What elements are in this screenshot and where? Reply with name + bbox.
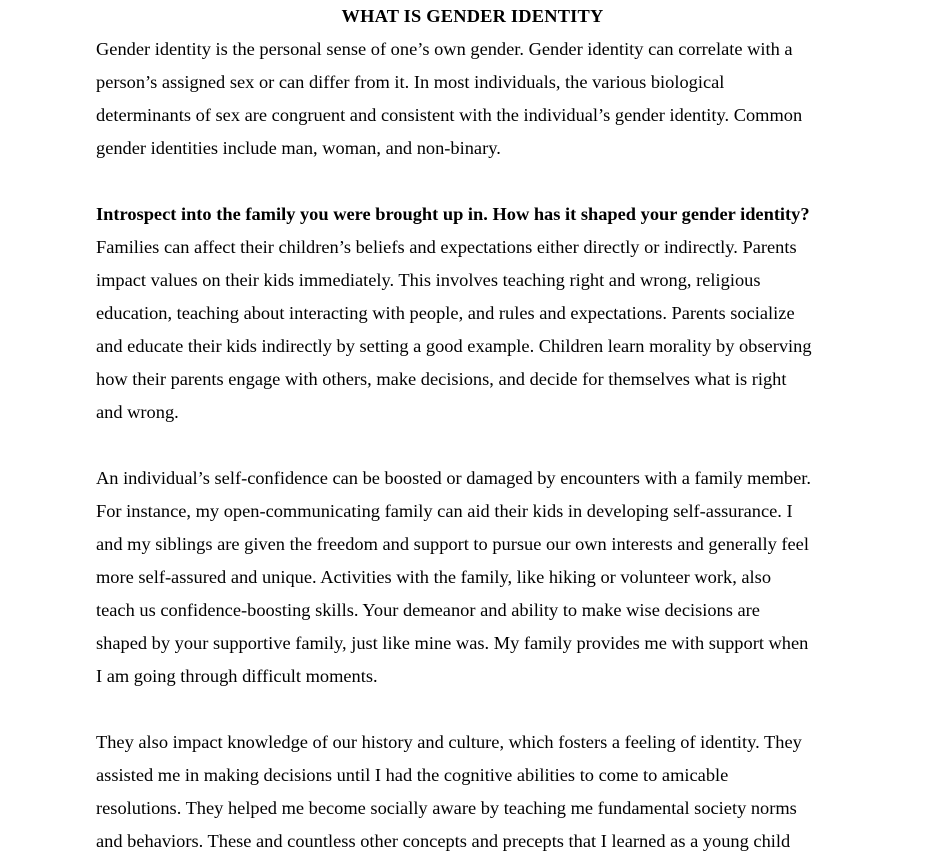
paragraph-line: assisted me in making decisions until I had the cognitive abilities to come to amicable <box>96 765 729 785</box>
paragraph-line: I am going through difficult moments. <box>96 666 378 686</box>
paragraph-line: An individual’s self-confidence can be boosted or damaged by encounters with a family member. <box>96 468 811 488</box>
paragraph-line: They also impact knowledge of our history and culture, which fosters a feeling of identity. They <box>96 732 802 752</box>
paragraph-line: education, teaching about interacting with people, and rules and expectations. Parents socialize <box>96 303 795 323</box>
paragraph-line: and educate their kids indirectly by setting a good example. Children learn morality by observing <box>96 336 812 356</box>
blank-line <box>96 429 849 462</box>
paragraph-line: determinants of sex are congruent and consistent with the individual’s gender identity. Common <box>96 105 803 125</box>
paragraph-line: person’s assigned sex or can differ from it. In most individuals, the various biological <box>96 72 725 92</box>
paragraph-line: and behaviors. These and countless other concepts and precepts that I learned as a young child <box>96 831 791 851</box>
blank-line <box>96 165 849 198</box>
paragraph-line: how their parents engage with others, make decisions, and decide for themselves what is right <box>96 369 787 389</box>
paragraph-line: Families can affect their children’s beliefs and expectations either directly or indirectly. Parents <box>96 237 797 257</box>
document-title: WHAT IS GENDER IDENTITY <box>341 6 604 26</box>
paragraph-line: and wrong. <box>96 402 179 422</box>
paragraph-line: teach us confidence-boosting skills. Your demeanor and ability to make wise decisions are <box>96 600 760 620</box>
paragraph-line: and my siblings are given the freedom and support to pursue our own interests and generally feel <box>96 534 809 554</box>
question-heading-line: Introspect into the family you were brought up in. How has it shaped your gender identity? <box>96 204 810 224</box>
paragraph-line: Gender identity is the personal sense of one’s own gender. Gender identity can correlate with a <box>96 39 793 59</box>
paragraph-line: shaped by your supportive family, just like mine was. My family provides me with support when <box>96 633 809 653</box>
paragraph-line: more self-assured and unique. Activities with the family, like hiking or volunteer work, also <box>96 567 772 587</box>
blank-line <box>96 693 849 726</box>
paragraph-line: gender identities include man, woman, and non-binary. <box>96 138 501 158</box>
paragraph-line: resolutions. They helped me become socially aware by teaching me fundamental society norms <box>96 798 797 818</box>
paragraph-line: impact values on their kids immediately. This involves teaching right and wrong, religious <box>96 270 761 290</box>
paragraph-line: For instance, my open-communicating family can aid their kids in developing self-assurance. I <box>96 501 793 521</box>
document-body <box>96 33 849 858</box>
